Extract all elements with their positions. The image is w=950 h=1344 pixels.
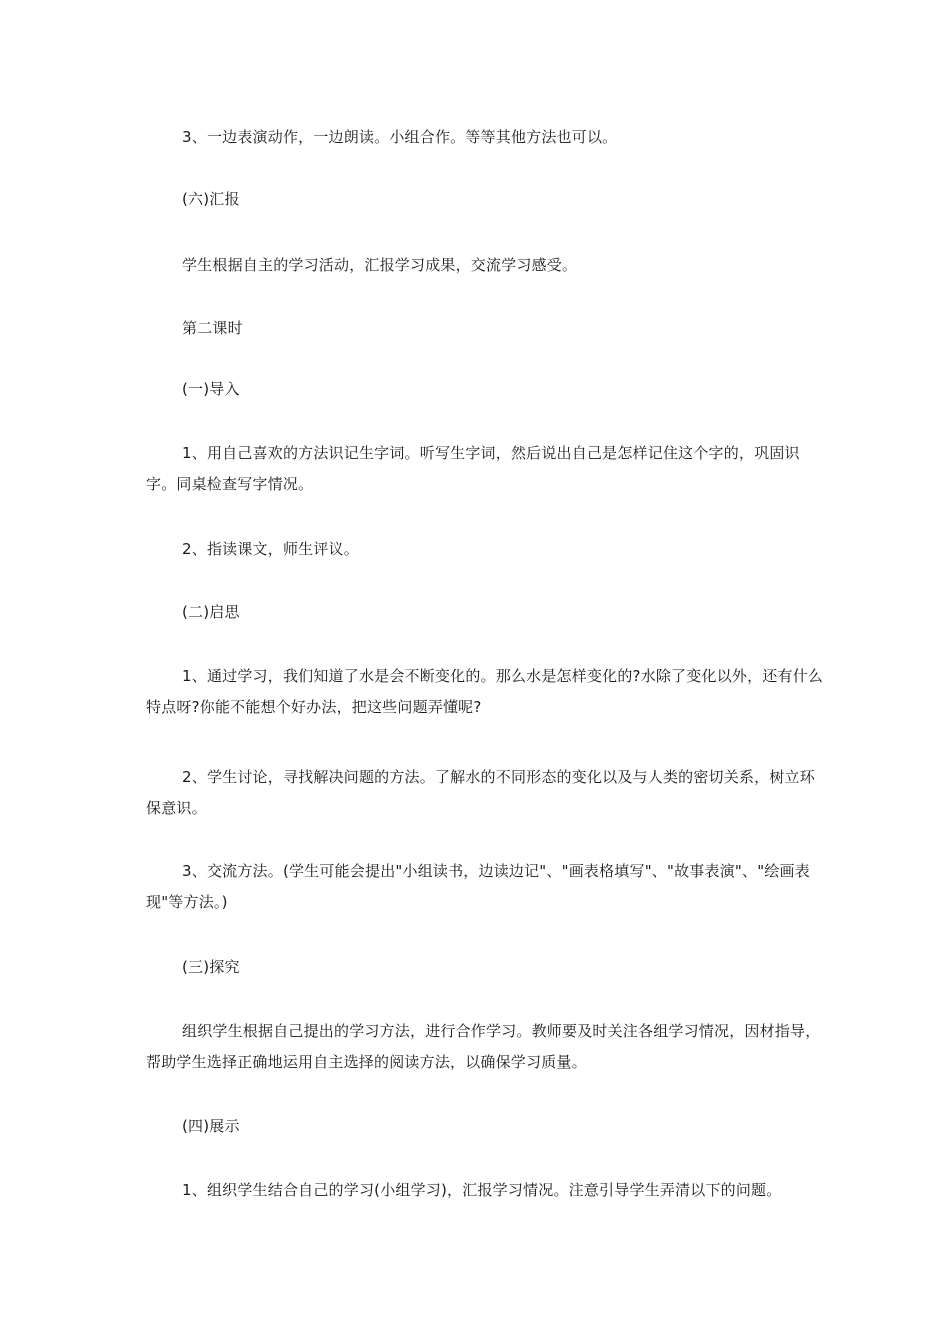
paragraph-student-report: 学生根据自主的学习活动，汇报学习成果，交流学习感受。 [182,256,578,274]
paragraph-explore: 组织学生根据自己提出的学习方法，进行合作学习。教师要及时关注各组学习情况，因材指导，帮助学生选择正确地运用自主选择的阅读方法，以确保学习质量。 [146,1022,821,1071]
heading-introduction: (一)导入 [182,380,240,398]
paragraph-inspire-1: 1、通过学习，我们知道了水是会不断变化的。那么水是怎样变化的?水除了变化以外，还有什么特点呀?你能不能想个好办法，把这些问题弄懂呢? [146,667,824,716]
paragraph-inspire-2: 2、学生讨论，寻找解决问题的方法。了解水的不同形态的变化以及与人类的密切关系，树立环保意识。 [146,768,815,817]
paragraph-display-1: 1、组织学生结合自己的学习(小组学习)，汇报学习情况。注意引导学生弄清以下的问题。 [182,1181,782,1199]
heading-second-lesson: 第二课时 [182,319,243,337]
paragraph-intro-2: 2、指读课文，师生评议。 [182,540,359,558]
paragraph-intro-1: 1、用自己喜欢的方法识记生字词。听写生字词，然后说出自己是怎样记住这个字的，巩固识字。同桌检查写字情况。 [146,444,800,493]
heading-report: (六)汇报 [182,190,240,208]
heading-explore: (三)探究 [182,958,240,976]
heading-display: (四)展示 [182,1117,240,1135]
paragraph-inspire-3: 3、交流方法。(学生可能会提出"小组读书，边读边记"、"画表格填写"、"故事表演"、"绘画表现"等方法。) [146,862,810,911]
heading-inspire: (二)启思 [182,603,240,621]
paragraph-method-3: 3、一边表演动作，一边朗读。小组合作。等等其他方法也可以。 [182,128,618,146]
